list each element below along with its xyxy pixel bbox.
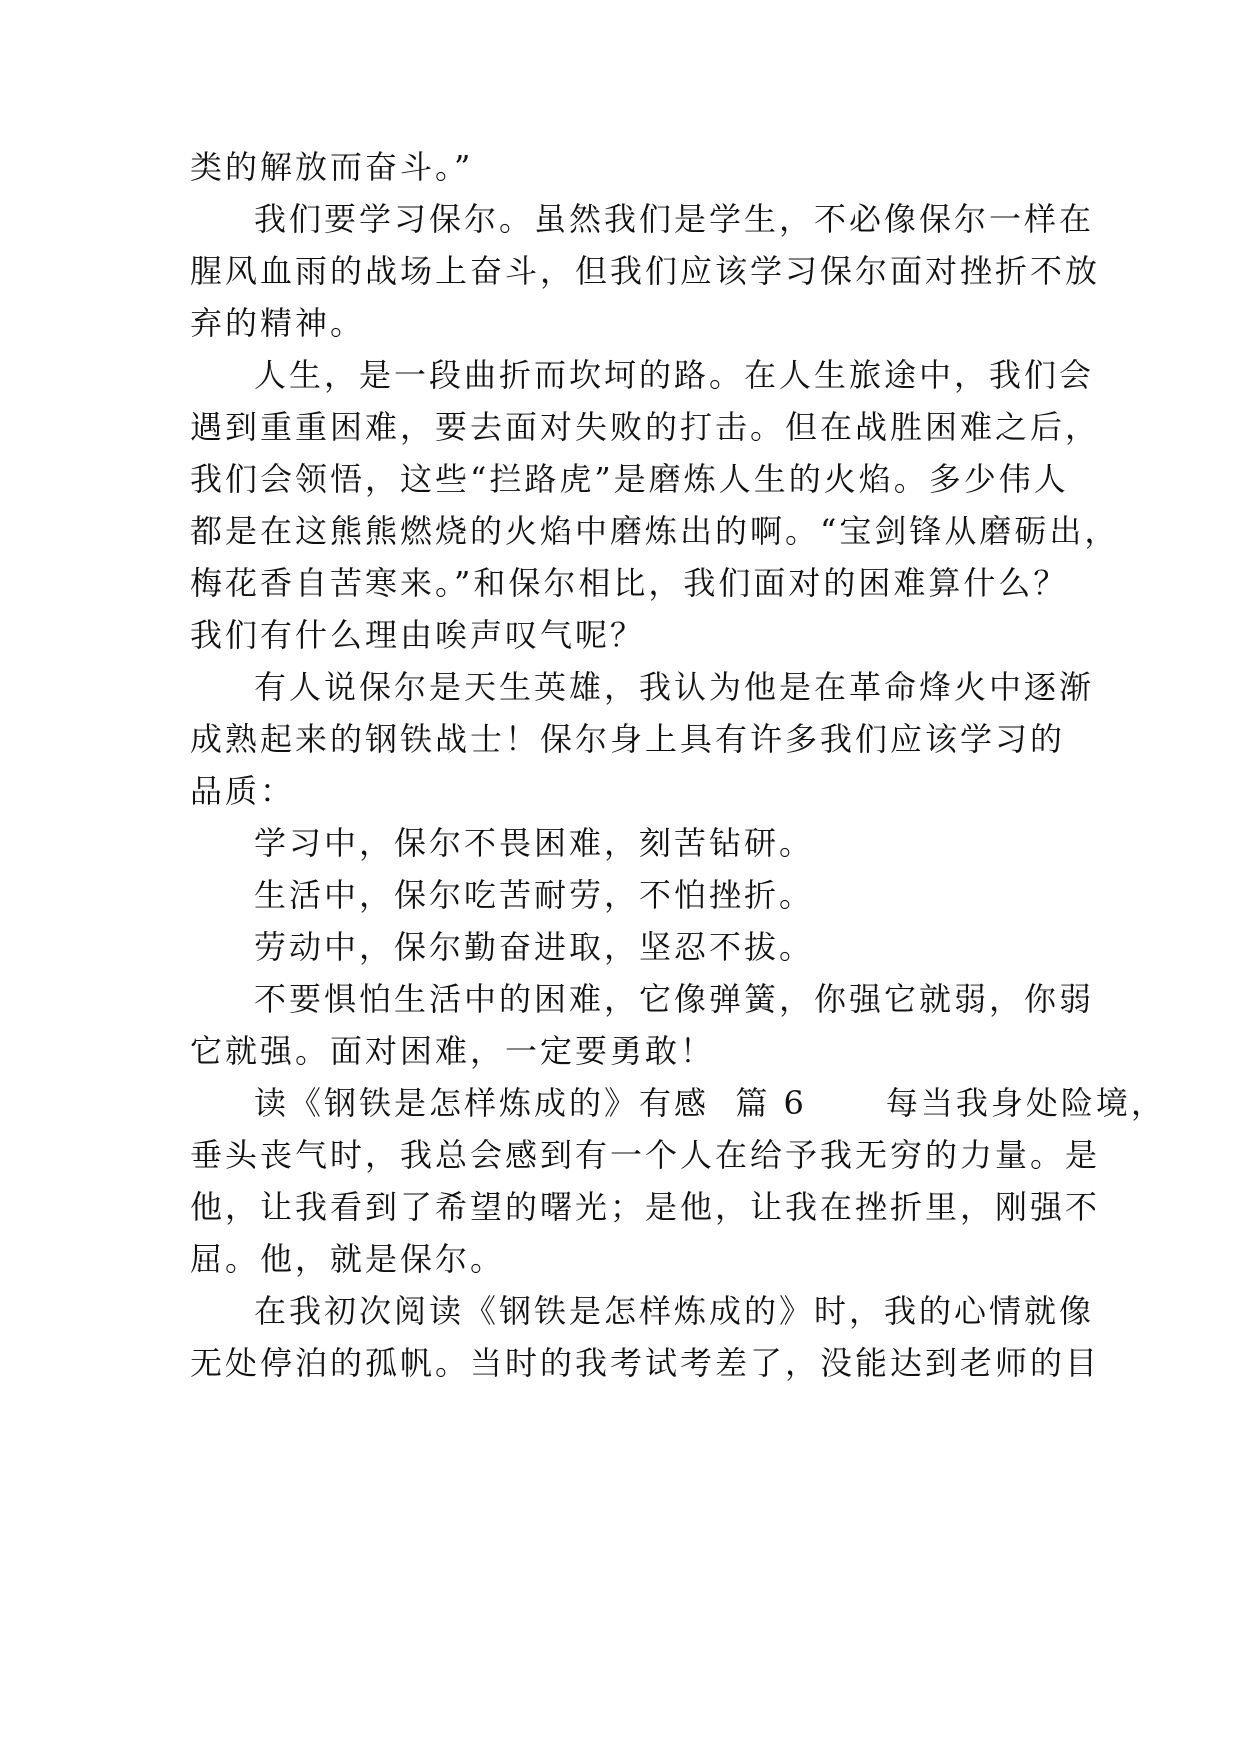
text-line: 有人说保尔是天生英雄，我认为他是在革命烽火中逐渐 — [254, 668, 1095, 706]
text-line: 生活中，保尔吃苦耐劳，不怕挫折。 — [254, 876, 815, 914]
text-line: 都是在这熊熊燃烧的火焰中磨炼出的啊。“宝剑锋从磨砺出， — [190, 512, 1120, 550]
section-heading-line: 读《钢铁是怎样炼成的》有感 篇 6 每当我身处险境， — [254, 1084, 1166, 1122]
text-line: 劳动中，保尔勤奋进取，坚忍不拔。 — [254, 928, 815, 966]
text-line: 在我初次阅读《钢铁是怎样炼成的》时，我的心情就像 — [254, 1292, 1095, 1330]
text-line: 他，让我看到了希望的曙光；是他，让我在挫折里，刚强不 — [190, 1188, 1101, 1226]
text-line: 不要惧怕生活中的困难，它像弹簧，你强它就弱，你弱 — [254, 980, 1095, 1018]
text-line: 我们要学习保尔。虽然我们是学生，不必像保尔一样在 — [254, 200, 1095, 238]
text-line: 我们会领悟，这些“拦路虎”是磨炼人生的火焰。多少伟人 — [190, 460, 1069, 498]
text-line: 弃的精神。 — [190, 304, 366, 342]
text-line: 垂头丧气时，我总会感到有一个人在给予我无穷的力量。是 — [190, 1136, 1101, 1174]
text-line: 它就强。面对困难，一定要勇敢！ — [190, 1032, 716, 1070]
text-line: 无处停泊的孤帆。当时的我考试考差了，没能达到老师的目 — [190, 1344, 1101, 1382]
text-line: 品质： — [190, 772, 296, 810]
text-line: 遇到重重困难，要去面对失败的打击。但在战胜困难之后， — [190, 408, 1101, 446]
text-line: 成熟起来的钢铁战士！保尔身上具有许多我们应该学习的 — [190, 720, 1066, 758]
text-line: 梅花香自苦寒来。”和保尔相比，我们面对的困难算什么？ — [190, 564, 1069, 602]
text-line: 我们有什么理由唉声叹气呢？ — [190, 616, 646, 654]
text-line: 屈。他，就是保尔。 — [190, 1240, 506, 1278]
text-line: 类的解放而奋斗。” — [190, 148, 474, 186]
text-line: 人生，是一段曲折而坎坷的路。在人生旅途中，我们会 — [254, 356, 1095, 394]
text-line: 学习中，保尔不畏困难，刻苦钻研。 — [254, 824, 815, 862]
text-line: 腥风血雨的战场上奋斗，但我们应该学习保尔面对挫折不放 — [190, 252, 1101, 290]
